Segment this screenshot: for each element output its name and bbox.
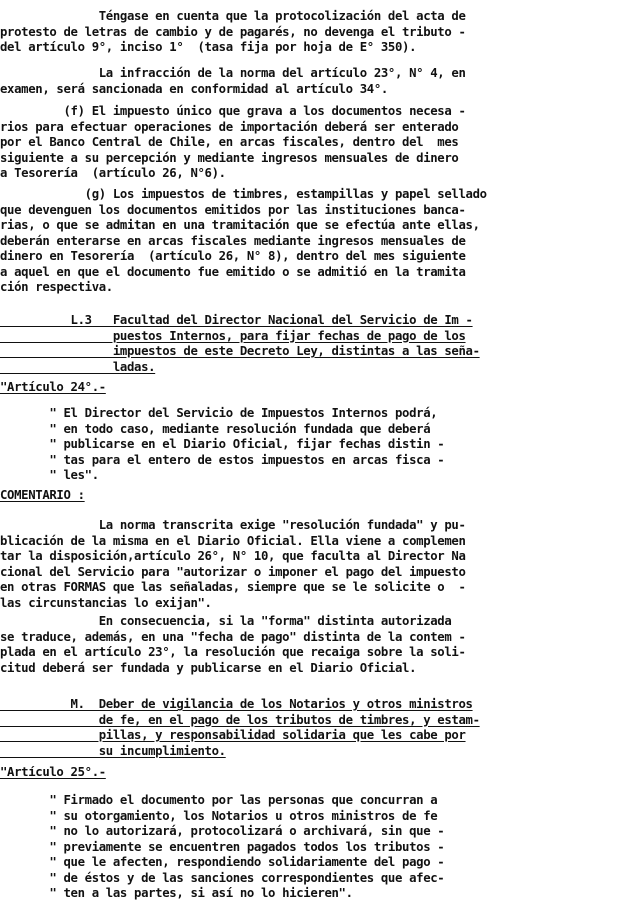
quote-line: " no lo autorizará, protocolizará o archivará, sin que - <box>0 824 445 838</box>
text-line: citud deberá ser fundada y publicarse en el Diario Oficial. <box>0 660 417 675</box>
heading-line: M. Deber de vigilancia de los Notarios y otros ministros <box>0 697 473 711</box>
text-line: las circunstancias lo exijan". <box>0 595 212 610</box>
quote-line: " les". <box>0 468 99 482</box>
paragraph-g-timbres <box>0 187 630 296</box>
text-line: La norma transcrita exige "resolución fundada" y pu- <box>0 518 466 532</box>
article-title: "Artículo 25°.- <box>0 765 106 779</box>
text-line: que devenguen los documentos emitidos por las instituciones banca- <box>0 202 466 217</box>
quote-line: " en todo caso, mediante resolución fundada que deberá <box>0 421 431 436</box>
text-line: protesto de letras de cambio y de pagarés, no devenga el tributo - <box>0 24 466 39</box>
text-line: deberán enterarse en arcas fiscales mediante ingresos mensuales de <box>0 233 466 248</box>
comentario-label: COMENTARIO : <box>0 488 85 502</box>
text-line: En consecuencia, si la "forma" distinta autorizada <box>0 614 452 628</box>
text-line: cional del Servicio para "autorizar o imponer el pago del impuesto <box>0 564 466 579</box>
article-24-quote <box>0 406 630 484</box>
text-line: por el Banco Central de Chile, en arcas fiscales, dentro del mes <box>0 135 459 149</box>
comentario-label-block <box>0 488 630 504</box>
quote-line: " tas para el entero de estos impuestos en arcas fisca - <box>0 452 445 467</box>
article-25-quote <box>0 793 630 902</box>
text-line: siguiente a su percepción y mediante ingresos mensuales de dinero <box>0 150 459 165</box>
paragraph-f-importacion <box>0 104 630 182</box>
heading-line: L.3 Facultad del Director Nacional del Servicio de Im - <box>0 313 473 327</box>
heading-line: puestos Internos, para fijar fechas de pago de los <box>0 328 466 343</box>
quote-line: " previamente se encuentren pagados todos los tributos - <box>0 839 445 854</box>
text-line: a Tesorería (artículo 26, N°6). <box>0 166 226 180</box>
text-line: Téngase en cuenta que la protocolización del acta de <box>0 9 466 23</box>
text-line: se traduce, además, en una "fecha de pago" distinta de la contem - <box>0 629 466 644</box>
article-title: "Artículo 24°.- <box>0 380 106 394</box>
quote-line: " de éstos y de las sanciones correspondientes que afec- <box>0 870 445 885</box>
paragraph-comentario-1 <box>0 518 630 611</box>
section-heading-m <box>0 697 630 759</box>
text-line: en otras FORMAS que las señaladas, siempre que se le solicite o - <box>0 580 466 594</box>
text-line: La infracción de la norma del artículo 23°, N° 4, en <box>0 66 466 80</box>
paragraph-infraccion <box>0 66 630 97</box>
quote-line: " publicarse en el Diario Oficial, fijar fechas distin - <box>0 437 445 451</box>
heading-line: pillas, y responsabilidad solidaria que les cabe por <box>0 728 466 742</box>
text-line: ción respectiva. <box>0 280 113 294</box>
text-line: plada en el artículo 23°, la resolución que recaiga sobre la soli- <box>0 645 466 659</box>
text-line: del artículo 9°, inciso 1° (tasa fija por hoja de E° 350). <box>0 40 417 54</box>
text-line: rios para efectuar operaciones de importación deberá ser enterado <box>0 119 459 134</box>
quote-line: " El Director del Servicio de Impuestos Internos podrá, <box>0 406 438 420</box>
text-line: a aquel en que el documento fue emitido o se admitió en la tramita <box>0 264 466 279</box>
text-line: tar la disposición,artículo 26°, N° 10, que faculta al Director Na <box>0 549 466 563</box>
text-line: examen, será sancionada en conformidad al artículo 34°. <box>0 81 388 96</box>
quote-line: " que le afecten, respondiendo solidariamente del pago - <box>0 855 445 869</box>
quote-line: " su otorgamiento, los Notarios u otros ministros de fe <box>0 808 438 823</box>
quote-line: " Firmado el documento por las personas que concurran a <box>0 793 438 807</box>
text-line: (g) Los impuestos de timbres, estampillas y papel sellado <box>0 187 487 201</box>
paragraph-comentario-2 <box>0 614 630 676</box>
heading-line: de fe, en el pago de los tributos de timbres, y estam- <box>0 712 480 727</box>
article-24-title <box>0 380 630 396</box>
text-line: rias, o que se admitan en una tramitación que se efectúa ante ellas, <box>0 218 480 232</box>
article-25-title <box>0 765 630 781</box>
heading-line: impuestos de este Decreto Ley, distintas a las seña- <box>0 344 480 358</box>
section-heading-l3 <box>0 313 630 375</box>
paragraph-protesto <box>0 9 630 56</box>
text-line: blicación de la misma en el Diario Oficial. Ella viene a complemen <box>0 533 466 548</box>
heading-line: su incumplimiento. <box>0 743 226 758</box>
text-line: (f) El impuesto único que grava a los documentos necesa - <box>0 104 466 118</box>
heading-line: ladas. <box>0 359 156 374</box>
quote-line: " ten a las partes, si así no lo hicieren". <box>0 886 353 900</box>
text-line: dinero en Tesorería (artículo 26, N° 8), dentro del mes siguiente <box>0 249 466 263</box>
